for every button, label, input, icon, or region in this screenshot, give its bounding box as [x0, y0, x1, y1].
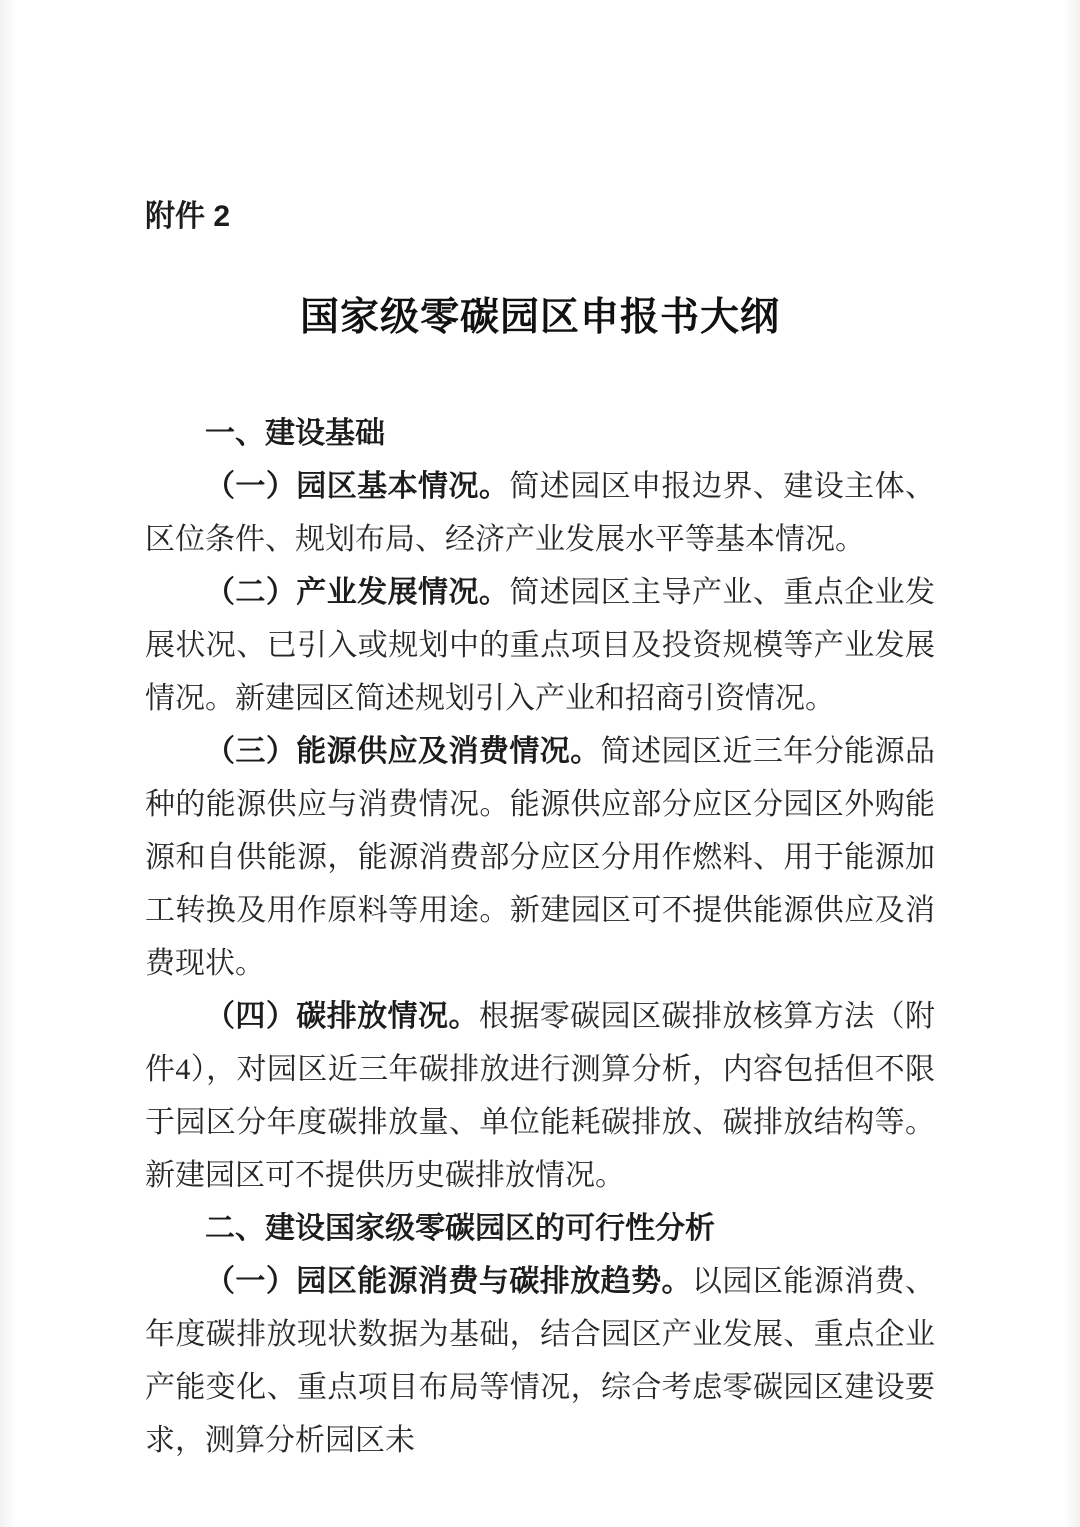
- section-1-paragraph-1: [145, 460, 935, 566]
- paragraph-body: 根据零碳园区碳排放核算方法（附件4），对园区近三年碳排放进行测算分析，内容包括但不限于园区分年度碳排放量、单位能耗碳排放、碳排放结构等。新建园区可不提供历史碳排放情况。: [145, 1000, 936, 1192]
- section-1-heading: 一、建设基础: [205, 417, 385, 450]
- section-1-paragraph-4: [145, 990, 935, 1202]
- paragraph-lead: （二）产业发展情况。: [205, 576, 510, 609]
- attachment-label: 附件 2: [145, 200, 231, 233]
- section-1-paragraph-2: [145, 566, 935, 725]
- section-2-heading: 二、建设国家级零碳园区的可行性分析: [205, 1212, 715, 1245]
- paragraph-body: 以园区能源消费、年度碳排放现状数据为基础，结合园区产业发展、重点企业产能变化、重点项目布局等情况，综合考虑零碳园区建设要求，测算分析园区未: [145, 1265, 936, 1457]
- document-title: 国家级零碳园区申报书大纲: [299, 296, 780, 339]
- paragraph-lead: （一）园区能源消费与碳排放趋势。: [205, 1265, 692, 1298]
- paragraph-body: 简述园区近三年分能源品种的能源供应与消费情况。能源供应部分应区分园区外购能源和自供能源，能源消费部分应区分用作燃料、用于能源加工转换及用作原料等用途。新建园区可不提供能源供应及消费现状。: [145, 735, 936, 980]
- paragraph-lead: （三）能源供应及消费情况。: [205, 735, 601, 768]
- paragraph-body: 简述园区主导产业、重点企业发展状况、已引入或规划中的重点项目及投资规模等产业发展情况。新建园区简述规划引入产业和招商引资情况。: [145, 576, 936, 715]
- paragraph-lead: （四）碳排放情况。: [205, 1000, 479, 1033]
- paragraph-body: 简述园区申报边界、建设主体、区位条件、规划布局、经济产业发展水平等基本情况。: [145, 470, 936, 556]
- paragraph-lead: （一）园区基本情况。: [205, 470, 510, 503]
- section-2-paragraph-1: [145, 1255, 935, 1467]
- section-1-paragraph-3: [145, 725, 935, 990]
